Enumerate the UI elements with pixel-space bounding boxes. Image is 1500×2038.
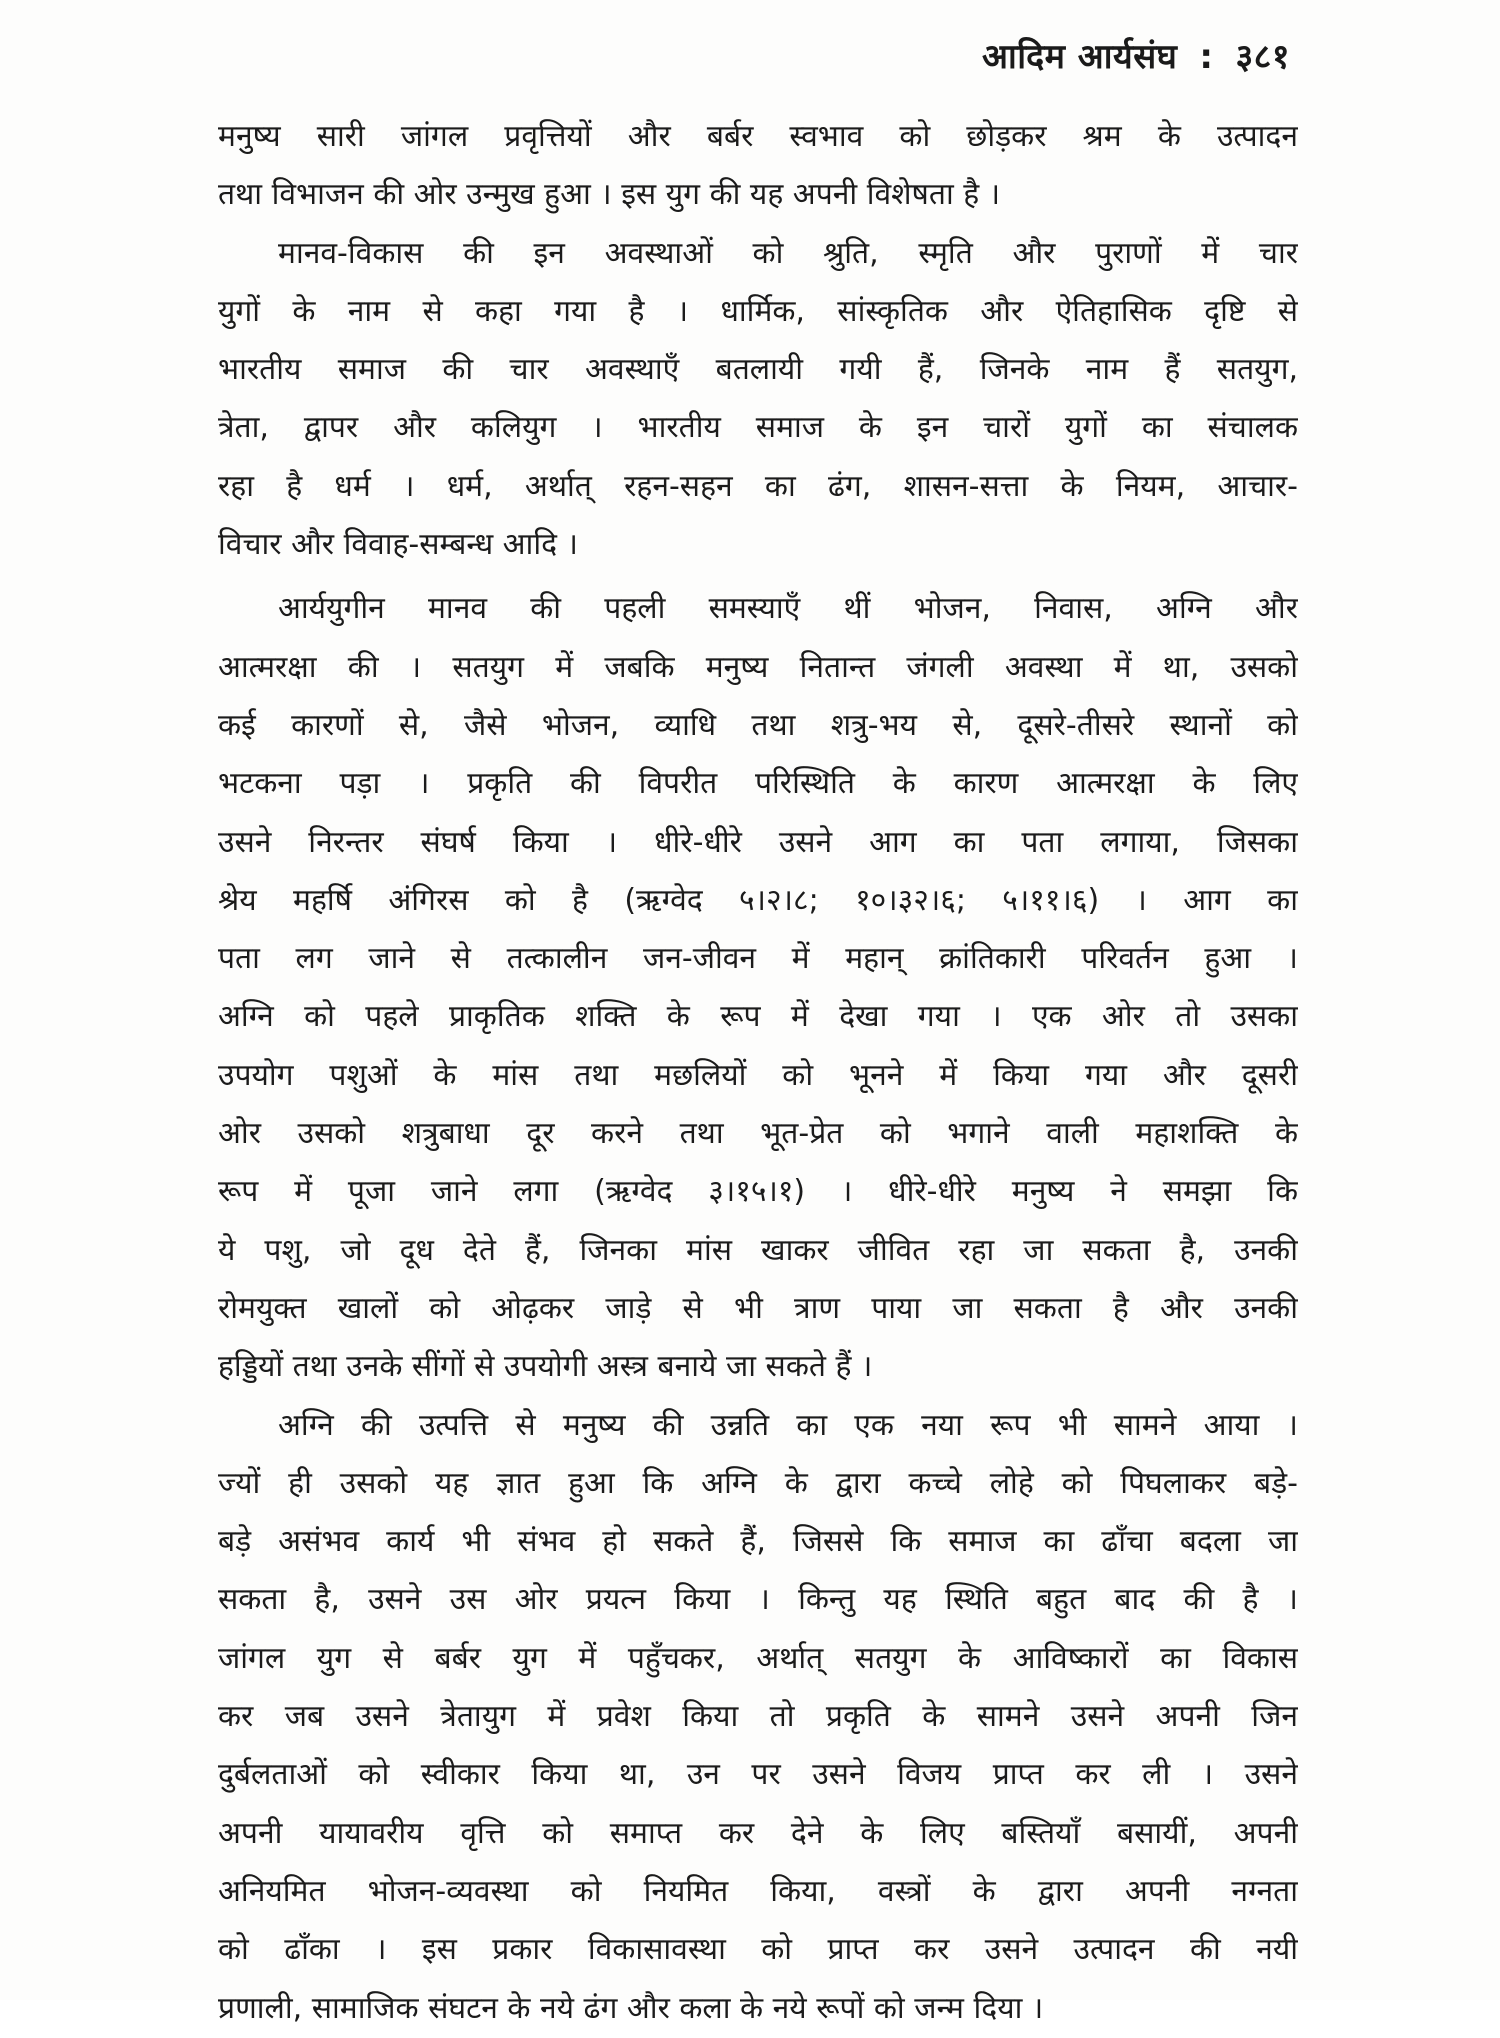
text-line: ये पशु, जो दूध देते हैं, जिनका मांस खाकर जीवित रहा जा सकता है, उनकी [218, 1232, 1298, 1268]
text-line: रहा है धर्म । धर्म, अर्थात् रहन-सहन का ढंग, शासन-सत्ता के नियम, आचार- [218, 468, 1298, 504]
text-line: मनुष्य सारी जांगल प्रवृत्तियों और बर्बर स्वभाव को छोड़कर श्रम के उत्पादन [218, 119, 1298, 154]
text-line: दुर्बलताओं को स्वीकार किया था, उन पर उसने विजय प्राप्त कर ली । उसने [218, 1757, 1298, 1793]
text-line: आत्मरक्षा की । सतयुग में जबकि मनुष्य नितान्त जंगली अवस्था में था, उसको [218, 649, 1298, 685]
text-line: हड्डियों तथा उनके सींगों से उपयोगी अस्त्र बनाये जा सकते हैं । [218, 1349, 873, 1385]
text-line: अनियमित भोजन-व्यवस्था को नियमित किया, वस्त्रों के द्वारा अपनी नग्नता [218, 1873, 1298, 1909]
text-line: रूप में पूजा जाने लगा (ऋग्वेद ३।१५।१) । धीरे-धीरे मनुष्य ने समझा कि [218, 1174, 1298, 1210]
text-line: भारतीय समाज की चार अवस्थाएँ बतलायी गयी हैं, जिनके नाम हैं सतयुग, [218, 352, 1298, 388]
text-line: प्रणाली, सामाजिक संघटन के नये ढंग और कला के नये रूपों को जन्म दिया । [218, 1990, 1044, 2026]
text-line: अग्नि को पहले प्राकृतिक शक्ति के रूप में देखा गया । एक ओर तो उसका [218, 999, 1298, 1035]
text-line: श्रेय महर्षि अंगिरस को है (ऋग्वेद ५।२।८; १०।३२।६; ५।११।६) । आग का [218, 882, 1298, 918]
running-header [982, 32, 1290, 78]
text-line: आर्ययुगीन मानव की पहली समस्याएँ थीं भोजन, निवास, अग्नि और [278, 591, 1298, 627]
text-line: उसने निरन्तर संघर्ष किया । धीरे-धीरे उसने आग का पता लगाया, जिसका [218, 824, 1298, 860]
header-separator: : [1199, 37, 1214, 77]
text-line: सकता है, उसने उस ओर प्रयत्न किया । किन्तु यह स्थिति बहुत बाद की है । [218, 1582, 1298, 1618]
text-line: कर जब उसने त्रेतायुग में प्रवेश किया तो प्रकृति के सामने उसने अपनी जिन [218, 1699, 1298, 1735]
header-title: आदिम आर्यसंघ [982, 37, 1178, 77]
page-number: ३८१ [1235, 37, 1290, 77]
text-line: को ढाँका । इस प्रकार विकासावस्था को प्राप्त कर उसने उत्पादन की नयी [218, 1932, 1298, 1968]
text-line: युगों के नाम से कहा गया है । धार्मिक, सांस्कृतिक और ऐतिहासिक दृष्टि से [218, 293, 1298, 329]
text-line: जांगल युग से बर्बर युग में पहुँचकर, अर्थात् सतयुग के आविष्कारों का विकास [218, 1640, 1298, 1676]
text-line: ज्यों ही उसको यह ज्ञात हुआ कि अग्नि के द्वारा कच्चे लोहे को पिघलाकर बड़े- [218, 1465, 1298, 1501]
text-line: अपनी यायावरीय वृत्ति को समाप्त कर देने के लिए बस्तियाँ बसायीं, अपनी [218, 1815, 1298, 1851]
text-line: विचार और विवाह-सम्बन्ध आदि । [218, 527, 578, 563]
text-line: त्रेता, द्वापर और कलियुग । भारतीय समाज के इन चारों युगों का संचालक [218, 410, 1298, 446]
text-line: पता लग जाने से तत्कालीन जन-जीवन में महान् क्रांतिकारी परिवर्तन हुआ । [218, 941, 1298, 977]
text-line: मानव-विकास की इन अवस्थाओं को श्रुति, स्मृति और पुराणों में चार [278, 235, 1298, 271]
text-line: तथा विभाजन की ओर उन्मुख हुआ । इस युग की यह अपनी विशेषता है । [218, 177, 1001, 213]
text-line: अग्नि की उत्पत्ति से मनुष्य की उन्नति का एक नया रूप भी सामने आया । [278, 1407, 1298, 1443]
text-line: रोमयुक्त खालों को ओढ़कर जाड़े से भी त्राण पाया जा सकता है और उनकी [218, 1290, 1298, 1326]
text-line: भटकना पड़ा । प्रकृति की विपरीत परिस्थिति के कारण आत्मरक्षा के लिए [218, 766, 1298, 802]
text-line: बड़े असंभव कार्य भी संभव हो सकते हैं, जिससे कि समाज का ढाँचा बदला जा [218, 1524, 1298, 1560]
page-body [218, 108, 1298, 2038]
text-line: कई कारणों से, जैसे भोजन, व्याधि तथा शत्रु-भय से, दूसरे-तीसरे स्थानों को [218, 707, 1298, 743]
text-line: उपयोग पशुओं के मांस तथा मछलियों को भूनने में किया गया और दूसरी [218, 1057, 1298, 1093]
text-line: ओर उसको शत्रुबाधा दूर करने तथा भूत-प्रेत को भगाने वाली महाशक्ति के [218, 1116, 1298, 1152]
